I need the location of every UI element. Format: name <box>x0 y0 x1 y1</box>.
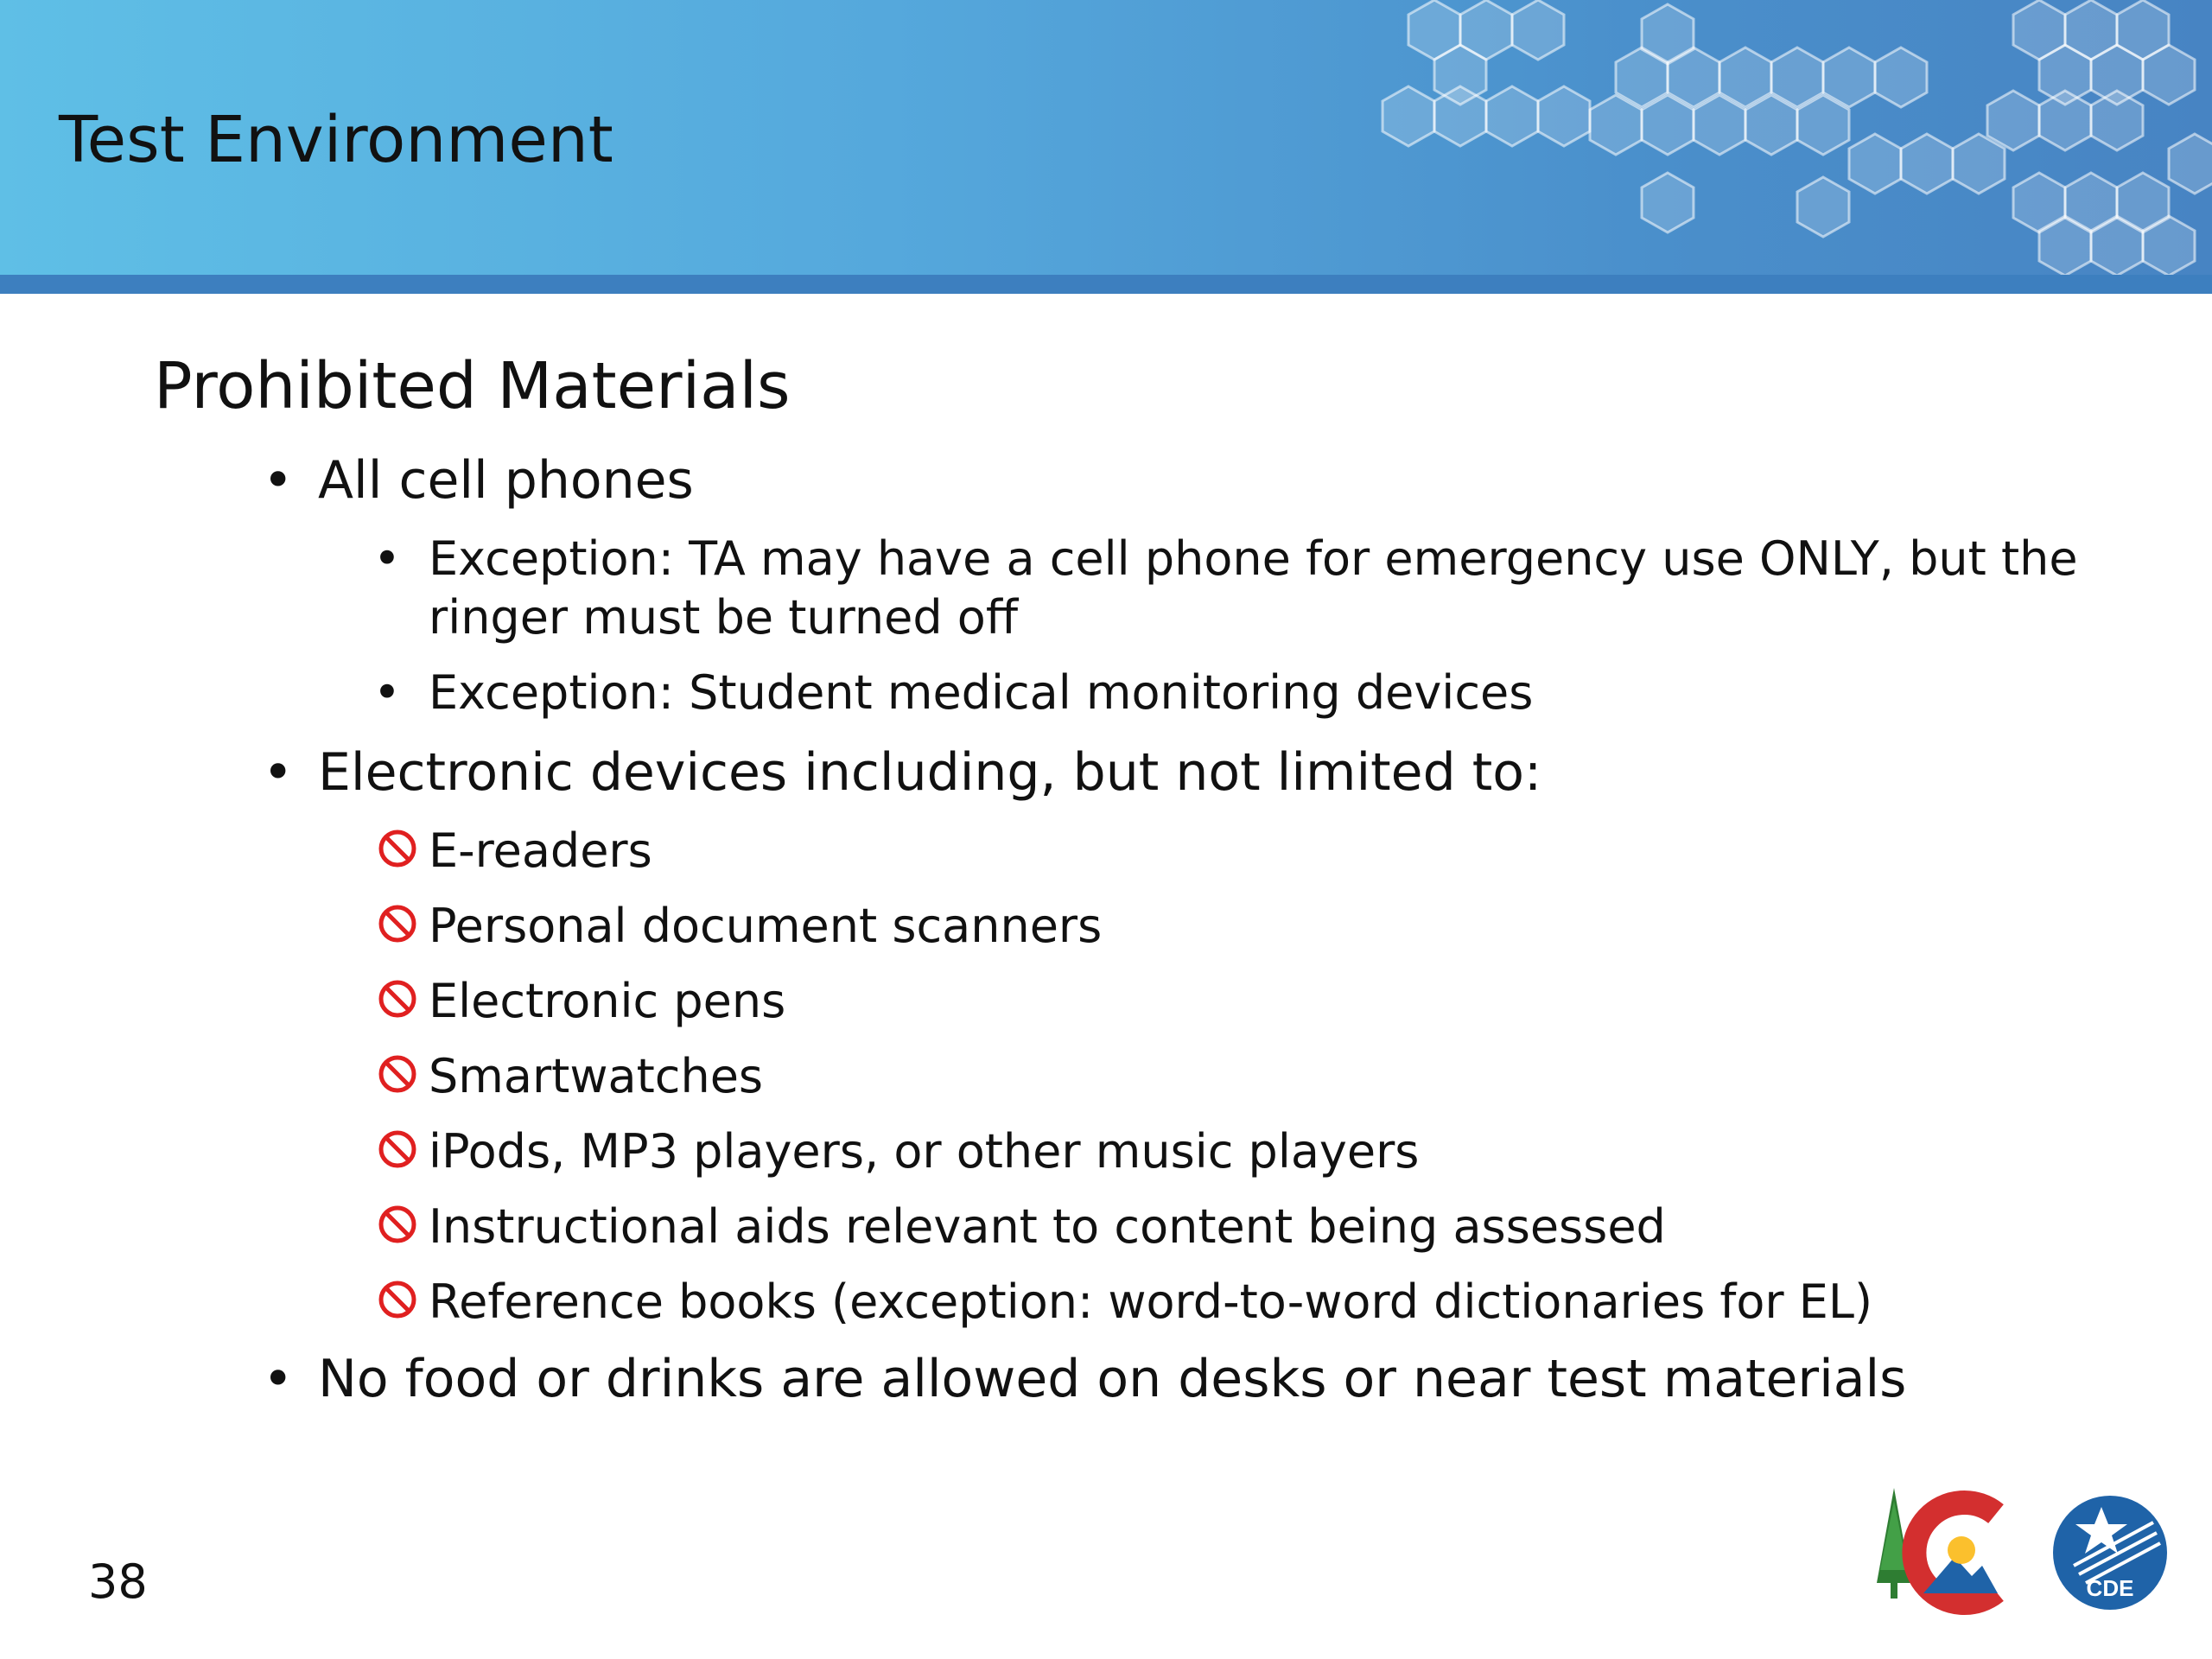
page-number: 38 <box>88 1554 148 1609</box>
prohibited-circle-icon <box>377 1204 418 1245</box>
bullet-glyph: • <box>263 1349 294 1409</box>
prohibited-item-text: E-readers <box>429 823 652 878</box>
colorado-logo-icon <box>1877 1488 1998 1603</box>
prohibited-item-text: Reference books (exception: word-to-word dictionaries for EL) <box>429 1274 1873 1329</box>
prohibited-circle-icon <box>377 1128 418 1170</box>
header-banner <box>0 0 2212 275</box>
svg-text:CDE: CDE <box>2086 1575 2134 1601</box>
prohibited-item-text: Personal document scanners <box>429 899 1103 953</box>
prohibited-circle-icon <box>377 903 418 944</box>
bullet-glyph: • <box>373 531 401 586</box>
bullet-glyph: • <box>373 665 401 720</box>
header-divider <box>0 275 2212 294</box>
cde-badge-icon <box>2053 1496 2167 1610</box>
prohibited-item-text: iPods, MP3 players, or other music players <box>429 1124 1420 1179</box>
prohibited-item-text: Smartwatches <box>429 1049 764 1103</box>
bullet-text: All cell phones <box>318 450 694 511</box>
section-heading: Prohibited Materials <box>154 349 791 423</box>
slide-title: Test Environment <box>59 103 613 177</box>
hexagon-pattern-decoration <box>1296 0 2212 275</box>
prohibited-circle-icon <box>377 828 418 869</box>
bullet-text: Electronic devices including, but not limited to: <box>318 742 1542 803</box>
sub-bullet-continuation: ringer must be turned off <box>429 590 1019 645</box>
bullet-glyph: • <box>263 450 294 511</box>
prohibited-circle-icon <box>377 1053 418 1095</box>
prohibited-circle-icon <box>377 1279 418 1320</box>
bullet-text: Exception: Student medical monitoring devices <box>429 665 1534 720</box>
prohibited-circle-icon <box>377 978 418 1020</box>
bullet-text: No food or drinks are allowed on desks or near test materials <box>318 1349 1907 1409</box>
bullet-glyph: • <box>263 742 294 803</box>
bullet-text: Exception: TA may have a cell phone for emergency use ONLY, but the <box>429 531 2078 586</box>
cde-logo <box>1875 1488 2169 1618</box>
prohibited-item-text: Electronic pens <box>429 974 786 1028</box>
prohibited-item-text: Instructional aids relevant to content being assessed <box>429 1199 1666 1254</box>
